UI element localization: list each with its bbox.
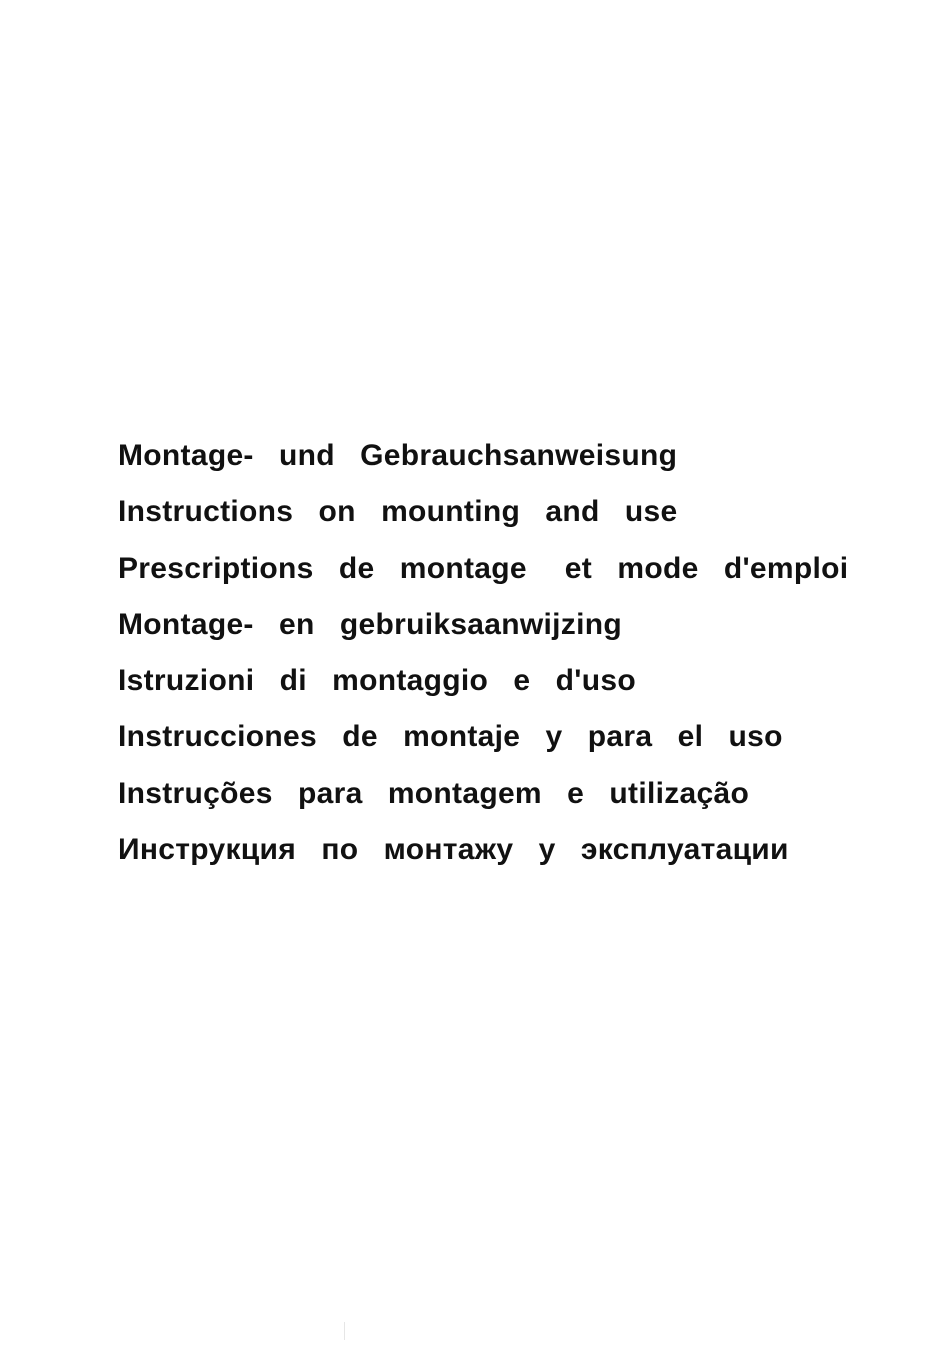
title-line-english: Instructions on mounting and use xyxy=(118,495,678,529)
multilingual-title-block xyxy=(118,428,918,878)
title-line-italian: Istruzioni di montaggio e d'uso xyxy=(118,664,636,698)
title-line-russian: Инструкция по монтажу у эксплуатации xyxy=(118,833,789,867)
title-line-french: Prescriptions de montage et mode d'emploi xyxy=(118,551,849,585)
title-line-german: Montage- und Gebrauchsanweisung xyxy=(118,439,678,472)
scan-artifact-mark xyxy=(344,1322,345,1340)
title-line-dutch: Montage- en gebruiksaanwijzing xyxy=(118,607,622,641)
title-line-spanish: Instrucciones de montaje y para el uso xyxy=(118,720,783,754)
title-line-portuguese: Instruções para montagem e utilização xyxy=(118,776,750,810)
